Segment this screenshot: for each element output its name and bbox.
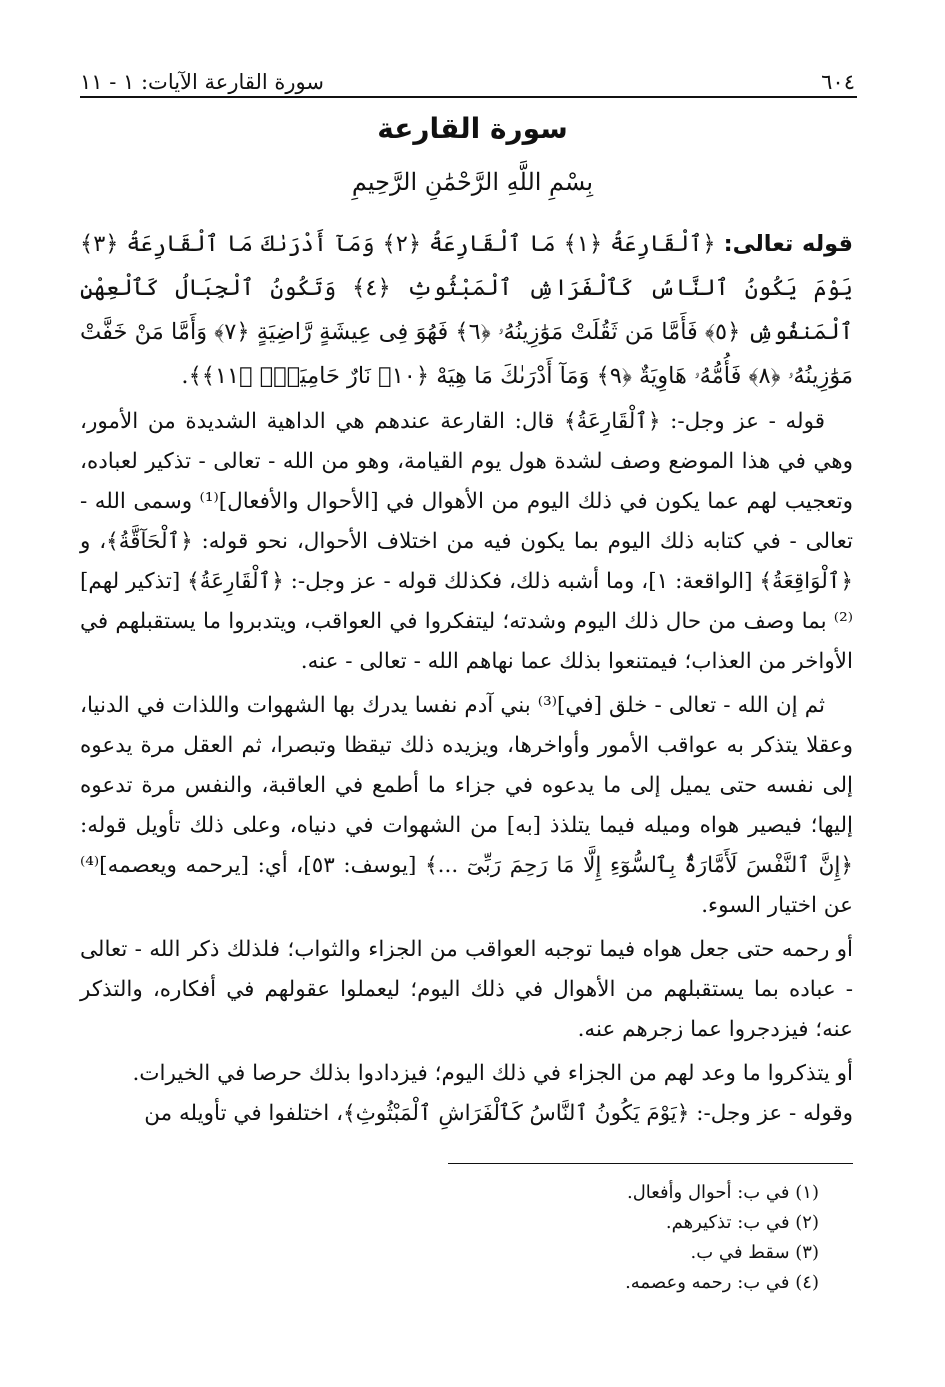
footnote-1: (١) في ب: أحوال وأفعال. bbox=[626, 1182, 819, 1203]
footnote-3: (٣) سقط في ب. bbox=[690, 1242, 819, 1263]
main-text bbox=[80, 222, 853, 1134]
commentary-paragraph-5: وقوله - عز وجل-: ﴿يَوْمَ يَكُونُ ٱلنَّاسُ كَٱلْفَرَاشِ ٱلْمَبْثُوثِ﴾، اختلفوا في تأويله من bbox=[144, 1101, 853, 1126]
footnotes bbox=[300, 1178, 819, 1298]
commentary-paragraph-1: قوله - عز وجل-: ﴿ٱلْقَارِعَةُ﴾ قال: القارعة عندهم هي الداهية الشديدة من الأمور، وهي في هذا الموضع وصف لشدة هول يوم القيامة، وهو من الله - تعالى - تذكير لعباده، وتعجيب لهم عما يكون في ذلك اليوم من الأهوال في [الأحوال والأفعال]⁽¹⁾ وسمى الله - تعالى - في كتابه ذلك اليوم بما يكون فيه من اختلاف الأحوال، نحو قوله: ﴿ٱلْحَآقَّةُ﴾، و ﴿ٱلْوَاقِعَةُ﴾ [الواقعة: ١]، وما أشبه ذلك، فكذلك قوله - عز وجل-: ﴿ٱلْقَارِعَةُ﴾ [تذكير لهم]⁽²⁾ بما وصف من حال ذلك اليوم وشدته؛ ليتفكروا في العواقب، ويتدبروا ما يستقبلهم في الأواخر من العذاب؛ فيمتنعوا بذلك عما نهاهم الله - تعالى - عنه. bbox=[80, 409, 853, 674]
verses-paragraph bbox=[80, 222, 853, 398]
header-rule bbox=[80, 96, 857, 98]
commentary-paragraph-3: أو رحمه حتى جعل هواه فيما توجبه العواقب من الجزاء والثواب؛ فلذلك ذكر الله - تعالى - عباده بما يستقبلهم من الأهوال في ذلك اليوم؛ ليعملوا عقولهم في أفكاره، والتذكر عنه؛ فيزدجروا عما زجرهم عنه. bbox=[80, 937, 853, 1042]
running-title: سورة القارعة الآيات: ١ - ١١ bbox=[80, 70, 324, 94]
footnote-2: (٢) في ب: تذكيرهم. bbox=[665, 1212, 819, 1233]
basmala: بِسْمِ اللَّهِ الرَّحْمَٰنِ الرَّحِيمِ bbox=[351, 168, 594, 196]
page-number: ٦٠٤ bbox=[821, 70, 855, 94]
footnote-4: (٤) في ب: رحمه وعصمه. bbox=[625, 1272, 819, 1293]
footnote-rule bbox=[448, 1163, 853, 1164]
surah-title: سورة القارعة bbox=[377, 112, 568, 145]
verses-lead: قوله تعالى: bbox=[723, 231, 853, 257]
commentary-paragraph-2: ثم إن الله - تعالى - خلق [في]⁽³⁾ بني آدم نفسا يدرك بها الشهوات واللذات في الدنيا، وعقلا يتذكر به عواقب الأمور وأواخرها، ويزيده ذلك تيقظا وتبصرا، ثم العقل مرة يدعوه إلى نفسه حتى يميل إلى ما يدعوه في جزاء ما أطمع في العاقبة، والنفس مرة تدعوه إليها؛ فيصير هواه وميله فيما يتلذذ [به] من الشهوات في دنياه، وعلى ذلك تأويل قوله: ﴿إِنَّ ٱلنَّفْسَ لَأَمَّارَةٌۢ بِٱلسُّوٓءِ إِلَّا مَا رَحِمَ رَبِّىٓ ...﴾ [يوسف: ٥٣]، أي: [يرحمه ويعصمه]⁽⁴⁾ عن اختيار السوء. bbox=[80, 693, 853, 918]
running-header bbox=[80, 58, 855, 94]
verses-text: ﴿ٱلْقَارِعَةُ ﴿١﴾ مَا ٱلْقَارِعَةُ ﴿٢﴾ وَمَآ أَدْرَىٰكَ مَا ٱلْقَارِعَةُ ﴿٣﴾ يَوْمَ يَكُونُ ٱلنَّاسُ كَٱلْفَرَاشِ ٱلْمَبْثُوثِ ﴿٤﴾ وَتَكُونُ ٱلْجِبَالُ كَٱلْعِهْنِ ٱلْمَنفُوشِ ﴿٥﴾ فَأَمَّا مَن ثَقُلَتْ مَوَٰزِينُهُۥ ﴿٦﴾ فَهُوَ فِى عِيشَةٍ رَّاضِيَةٍ ﴿٧﴾ وَأَمَّا مَنْ خَفَّتْ مَوَٰزِينُهُۥ ﴿٨﴾ فَأُمُّهُۥ هَاوِيَةٌ ﴿٩﴾ وَمَآ أَدْرَىٰكَ مَا هِيَهْ ﴿١٠﴾ نَارٌ حَامِيَةٌۢ ﴿١١﴾﴾. bbox=[80, 231, 853, 389]
commentary-paragraph-4: أو يتذكروا ما وعد لهم من الجزاء في ذلك اليوم؛ فيزدادوا بذلك حرصا في الخيرات. bbox=[132, 1061, 853, 1086]
